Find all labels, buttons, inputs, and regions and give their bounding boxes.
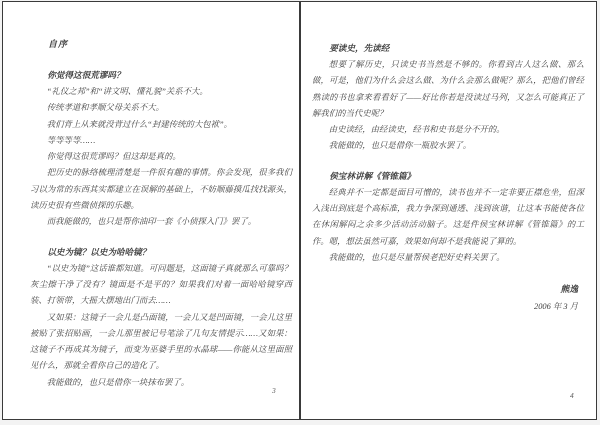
- paragraph: 又如果：这镜子一会儿是凸面镜，一会儿又是凹面镜，一会儿这里被贴了张招贴画，一会儿那里被记号笔涂了几句友情提示……又如果：这镜子不再成其为镜子，而变为巫婆手里的水晶球——你能从这里面照见什么，那就全看你自己的造化了。: [30, 312, 292, 371]
- paragraph: 等等等等……: [46, 135, 96, 145]
- paragraph: 我能做的，也只是尽量帮侯老把好史料关罢了。: [328, 252, 505, 262]
- paragraph: “礼仪之邦”和“讲文明、懂礼貌”关系不大。: [46, 87, 208, 96]
- paragraph: “以史为镜”这话谁都知道。可问题是，这面镜子真就那么可靠吗？灰尘擦干净了没有？镜面是不是平的？如果我们对着一面哈哈镜穿西装、打领带，大摇大摆地出门而去……: [30, 263, 292, 306]
- section-heading-classics: 要读史，先读经: [329, 43, 390, 53]
- page-title: 自序: [48, 39, 69, 49]
- section-heading-houbaolin: 侯宝林讲解《管锥篇》: [329, 170, 416, 181]
- paragraph: 我能做的，也只是借你一瓶胶水罢了。: [328, 141, 472, 151]
- page-number-left: 3: [272, 386, 276, 395]
- paragraph: 想要了解历史，只读史书当然是不够的。你看到古人这么做、那么做，可是，他们为什么会这么做、为什么会那么做呢？那么，把他们曾经熟读的书也拿来看看好了——好比你若是没读过马列，又怎么可能真正了解我们的当代史呢？: [312, 60, 584, 118]
- paragraph: 由史读经，由经读史，经书和史书是分不开的。: [328, 125, 505, 135]
- section-heading-absurd: 你觉得这很荒谬吗？: [47, 70, 125, 80]
- paragraph: 传统孝道和孝顺父母关系不大。: [46, 103, 165, 113]
- paragraph: 你觉得这很荒谬吗？但这却是真的。: [46, 152, 181, 162]
- page-divider: [299, 1, 301, 420]
- paragraph: 把历史的脉络梳理清楚是一件很有趣的事情。你会发现，很多我们习以为常的东西其实都建立在误解的基础上，不妨顺藤摸瓜找找源头，读历史很有些微侦探的乐趣。: [30, 168, 292, 211]
- paragraph: 我们背上从来就没背过什么“封建传统的大包袱”。: [46, 119, 232, 129]
- section-heading-mirror: 以史为镜？以史为哈哈镜？: [47, 246, 151, 257]
- page-right: [312, 40, 584, 316]
- paragraph: 经典并不一定都是面目可憎的，读书也并不一定非要正襟危坐，但深入浅出到底是个高标准，我力争深到通透、浅到诙谐，让这本书能使各位在休闲解闷之余多少活动活动脑子。这是件侯宝林讲解《管锥篇》的工作。嗯，想法虽然可嘉，效果如何却不是我能说了算的。: [312, 187, 584, 246]
- signature-block: [312, 280, 584, 316]
- signature-date: 2006 年 3 月: [534, 302, 578, 312]
- paragraph: 我能做的，也只是借你一块抹布罢了。: [46, 377, 190, 387]
- paragraph: 而我能做的，也只是帮你油印一套《小侦探入门》罢了。: [46, 217, 257, 227]
- author-signature: 熊逸: [560, 284, 578, 295]
- page-number-right: 4: [570, 391, 574, 400]
- page-left: [30, 36, 292, 391]
